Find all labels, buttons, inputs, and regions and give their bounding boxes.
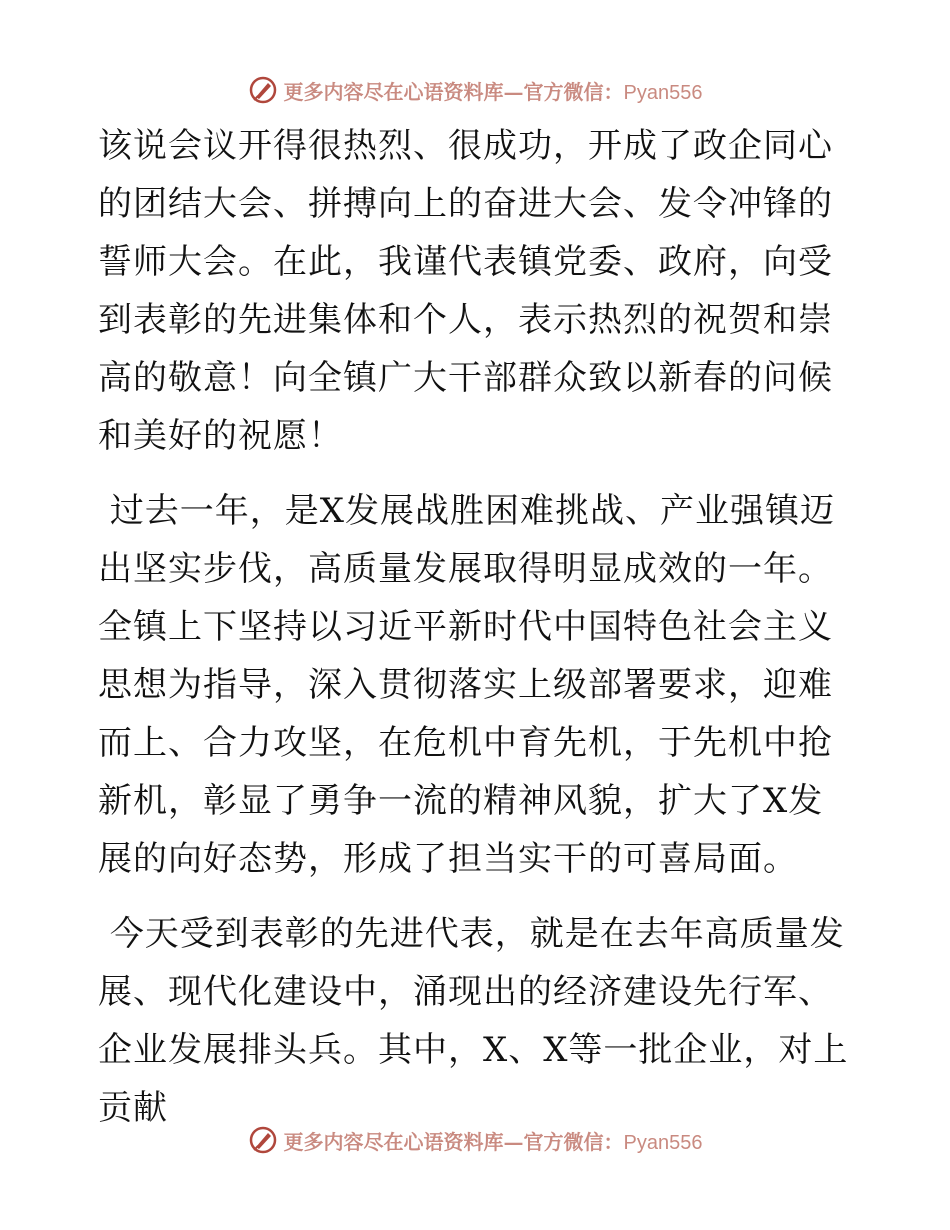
footer-watermark [0,1120,950,1160]
watermark-text [284,1126,703,1155]
watermark-text [284,76,703,105]
watermark-wechat-id: Pyan556 [623,81,703,104]
paragraph-3: 今天受到表彰的先进代表，就是在去年高质量发展、现代化建设中，涌现出的经济建设先行军、企业发展排头兵。其中，X、X等一批企业，对上贡献 [98,914,849,1128]
quill-logo-icon [248,1125,278,1155]
paragraph-1: 该说会议开得很热烈、很成功，开成了政企同心的团结大会、拼搏向上的奋进大会、发令冲锋的誓师大会。在此，我谨代表镇党委、政府，向受到表彰的先进集体和个人，表示热烈的祝贺和崇高的敬意！向全镇广大干部群众致以新春的问候和美好的祝愿！ [98,126,833,456]
header-watermark [0,70,950,110]
watermark-label: 更多内容尽在心语资料库—官方微信： [283,79,624,104]
paragraph-2: 过去一年，是X发展战胜困难挑战、产业强镇迈出坚实步伐，高质量发展取得明显成效的一年。全镇上下坚持以习近平新时代中国特色社会主义思想为指导，深入贯彻落实上级部署要求，迎难而上、合力攻坚，在危机中育先机，于先机中抢新机，彰显了勇争一流的精神风貌，扩大了X发展的向好态势，形成了担当实干的可喜局面。 [98,491,836,879]
quill-logo-icon [248,75,278,105]
watermark-wechat-id: Pyan556 [623,1131,703,1154]
document-body [98,117,858,1137]
watermark-label: 更多内容尽在心语资料库—官方微信： [283,1129,624,1154]
